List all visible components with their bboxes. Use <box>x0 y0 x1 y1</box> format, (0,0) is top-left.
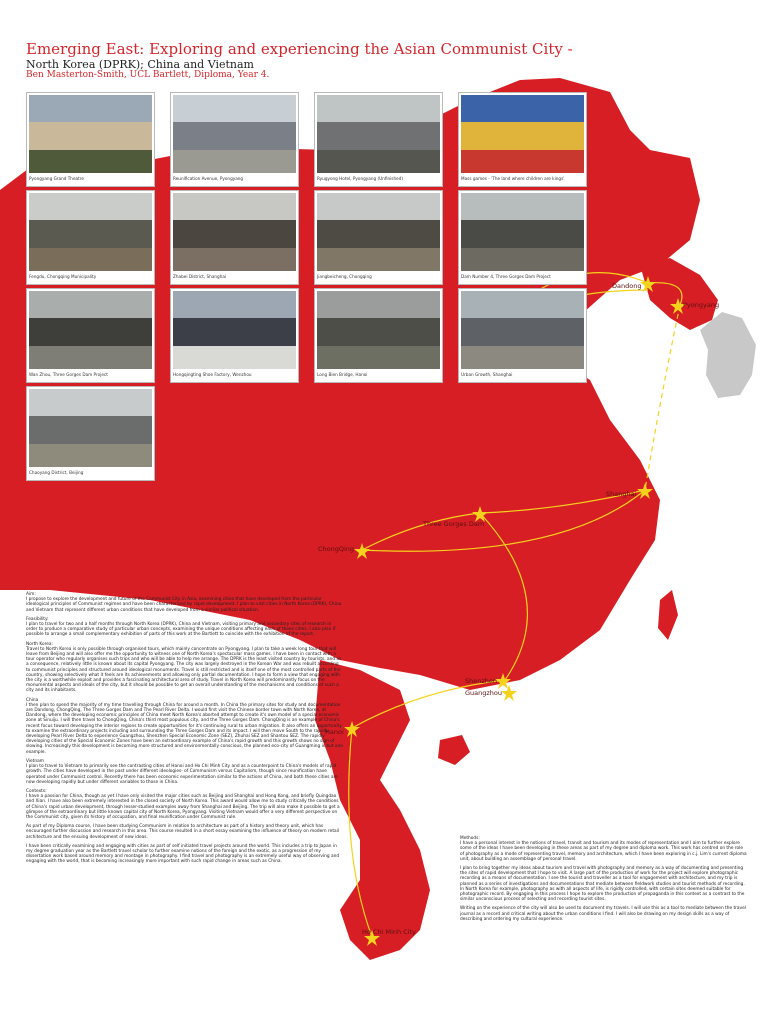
photo-band <box>461 346 584 369</box>
photo-caption: Zhabei District, Shanghai <box>173 274 227 279</box>
photo-caption: Long Bien Bridge, Hanoi <box>317 372 368 377</box>
methods-heading: Methods: <box>460 836 480 841</box>
photo-image <box>29 291 152 369</box>
photo-card <box>314 190 443 285</box>
photo-caption: Mass games - 'The land where children are kings' <box>461 176 565 181</box>
photo-card <box>170 190 299 285</box>
city-label-dandong: Dandong <box>612 282 642 290</box>
photo-band <box>461 318 584 345</box>
methods-body-1: I have a personal interest in the notions of travel, transit and tourism and its modes of representation and I aim to further explore some of the ideas I have been developing in these areas as part of my degree and diploma work. This work has centred on the role of photography as a mode of representing travel, memory and architecture, which I have been exploring in c.j. Lim's current diploma unit, about building an assemblage of personal travel. <box>460 841 747 862</box>
photo-caption: Pyongyang Grand Theatre <box>29 176 84 181</box>
methods-paragraph-2 <box>460 866 748 902</box>
route-dashed <box>645 305 680 490</box>
photo-caption: Fengdu, Chongqing Municipality <box>29 274 97 279</box>
photo-image <box>317 291 440 369</box>
page-subtitle: North Korea (DPRK); China and Vietnam <box>26 58 254 71</box>
photo-image <box>173 193 296 271</box>
star-guangzhou <box>501 685 517 701</box>
feasibility-section <box>26 617 344 638</box>
hainan-region <box>438 735 470 765</box>
feasibility-heading: Feasibility: <box>26 616 49 622</box>
china-heading: China <box>26 697 39 703</box>
aims-heading: Aim: <box>26 592 36 597</box>
photo-band <box>317 248 440 271</box>
photo-card <box>26 92 155 187</box>
china-section <box>26 698 344 755</box>
photo-band <box>317 346 440 369</box>
photo-card <box>170 92 299 187</box>
photo-card <box>170 288 299 383</box>
photo-band <box>173 248 296 271</box>
contexts-paragraph-3 <box>26 844 344 865</box>
photo-card <box>458 190 587 285</box>
contexts-body-3: I have been critically examining and engaging with cities as part of self initiated travel projects around the world. This includes a trip to Japan in my degree graduation year as the Bartlett travel scholar to further examine notions of the foreign and the exotic, as a progression of my dissertation work based around memory and montage in photography. I find travel and photography is an extremely useful way of observing and engaging with the world, that is becoming increasingly more important with such rapid change in areas such as China. <box>26 843 340 865</box>
photo-band <box>173 318 296 345</box>
photo-caption: Reunification Avenue, Pyongyang <box>173 176 244 181</box>
feasibility-body: I plan to travel for two and a half months through North Korea (DPRK), China and Vietnam, visiting primary and secondary sites of research in order to produce a comparative study of particular urban concepts, examining the unique conditions affecting each of these cities. I also plan if possible to arrange a small complementary exhibition of parts of this work at the Bartlett to coincide with the exhibition of the report. <box>26 622 336 638</box>
vietnam-section <box>26 759 344 785</box>
vietnam-heading: Vietnam <box>26 758 44 764</box>
photo-caption: Dam Number 4, Three Gorges Dam Project <box>461 274 551 279</box>
right-text-column <box>460 836 748 926</box>
photo-image <box>461 291 584 369</box>
city-label-shanghai: Shanghai <box>606 490 637 498</box>
photo-card <box>26 386 155 481</box>
photo-caption: Urban Growth, Shanghai <box>461 372 513 377</box>
methods-section <box>460 836 748 862</box>
photo-image <box>29 95 152 173</box>
photo-card <box>458 288 587 383</box>
photo-card <box>26 288 155 383</box>
north-korea-section <box>26 642 344 694</box>
photo-caption: Chaoyang District, Beijing <box>29 470 84 475</box>
contexts-heading: Contexts: <box>26 788 47 794</box>
photo-band <box>29 346 152 369</box>
photo-image <box>317 193 440 271</box>
photo-band <box>173 150 296 173</box>
photo-image <box>173 291 296 369</box>
china-body: I then plan to spend the majority of my time travelling through China for around a month. In China the primary sites for study and documentation are Dandong, ChongQing, The Three Gorges Dam and The Pearl River Delta. I would first visit the Chinese border town with North Korea, at Dandong, where the developing economic principles of China meet North Korea's aborted attempt to create it's own model of a special economic zone at Sinuiju. I will then travel to ChongQing, China's third most populous city, and the Three Gorges Dam. ChongQing is an example of China's recent focus toward developing the interior regions to create opportunities for it's continuing rural to urban migration. It also offers an opportunity to examine the extraordinary projects including and surrounding the Three Gorges Dam and its impact. I will then move South to the rapidly developing Pearl River Delta to experience Guangzhou, Shenzhen Special Economic Zone (SEZ), Zhuhai SEZ and Shantou SEZ. The rapidly developing cities of the Special Economic Zones have been an extraordinary example of China's rapid growth and this growth shows no sign of slowing. Increasingly this development is becoming more structured and environmentally conscious, the planned eco-city of Guangming is but one example. <box>26 702 343 755</box>
photo-band <box>461 248 584 271</box>
methods-body-3: Writing on the experience of the city will also be used to document my travels. I will use this as a tool to mediate between the travel journal as a record and critical writing about the urban conditions I find. I will also be drawing on my design skills as a way of describing and ordering my cultural experience. <box>460 906 746 922</box>
left-text-column <box>26 592 344 869</box>
photo-band <box>317 150 440 173</box>
contexts-section <box>26 789 344 820</box>
photo-band <box>317 318 440 345</box>
contexts-paragraph-2 <box>26 824 344 840</box>
photo-band <box>173 122 296 149</box>
city-label-chongqing: ChongQing <box>318 545 355 553</box>
north-korea-body: Travel to North Korea is only possible through organised tours, which mainly concentrate on Pyongyang. I plan to take a week long tour that will leave from Beijing and will also offer me the opportunity to witness one of North Korea's spectacular mass games. I have been in contact with a tour operator who regularly organises such trips and who will be able to help me arrange. The DPRK is the least visited country by tourists, and as a consequence, relatively little is known about its capital Pyongyang. The city was largely destroyed in the Korean War and was rebuilt according to communist principles and structured around ideological monuments. Travel is still restricted and is itself one of the most controlled parts of the country, showing selectively what it feels are its achievements and allowing only partial documentation. I hope to form a view that engaging with the city is a worthwhile exploit and provides a fascinating architectural area of study. Travel in North Korea will predominantly focus on the monumental aspects and ideals of the city, but it should be possible to get an overall understanding of the mechanisms and conditions of such a city and its inhabitants. <box>26 646 342 694</box>
photo-band <box>29 150 152 173</box>
photo-band <box>29 416 152 443</box>
page-title: Emerging East: Exploring and experiencing the Asian Communist City - <box>26 40 573 58</box>
photo-band <box>173 346 296 369</box>
photo-band <box>317 220 440 247</box>
photo-image <box>461 193 584 271</box>
taiwan-region <box>658 590 678 640</box>
photo-card <box>26 190 155 285</box>
photo-image <box>173 95 296 173</box>
aims-section <box>26 592 344 613</box>
contexts-body-1: I have a passion for China, though as yet I have only visited the major cities such as Beijing and Shanghai and Hong Kong, and briefly Quingdao and Xian. I have also been extremely interested in the closed society of North Korea. This award would allow me to study critically the conditions of China's rapid urban development, through lesser-studied examples away from Shanghai and Beijing. The trip will also make it possible to get a glimpse of the extraordinary but little known capital city of North Korea, Pyongyang. Visiting Vietnam would offer a very different perspective on the Communist city, given its history of occupation, and final reunification under Communist rule. <box>26 794 340 820</box>
photo-band <box>29 318 152 345</box>
photo-band <box>461 220 584 247</box>
methods-paragraph-3 <box>460 906 748 922</box>
aims-body: I propose to explore the development and future of the Communist City in Asia, examining cities that have developed from the particular ideological principles of Communist regimes and have been characterised by rapid development. I plan to visit cities in North Korea (DPRK), China and Vietnam that represent different urban conditions that have developed from a similar political situation. <box>26 597 342 613</box>
photo-band <box>173 220 296 247</box>
photo-band <box>29 248 152 271</box>
north-korea-heading: North Korea: <box>26 641 54 647</box>
photo-image <box>317 95 440 173</box>
vietnam-body: I plan to travel to Vietnam to primarily see the contrasting cities of Hanoi and Ho Chi Minh City and as a counterpoint to China's models of rapid growth. The cities have developed in the past under different ideologies- of Communism versus Capitalism, though since reunification have operated under Communist control. Recently there has been economic experimentation similar to the actions of China, and both these cities are now developing rapidly but under different variables to those in China. <box>26 764 338 785</box>
photo-band <box>317 122 440 149</box>
photo-caption: Jiangbeicheng, Chongqing <box>317 274 372 279</box>
methods-body-2: I plan to bring together my ideas about tourism and travel with photography and memory as a way of documenting and presenting the sites of rapid development that I hope to visit. A large part of the production of work for the project will explore photographic recording as a means of documentation. I see the tourist and traveller as a tool for engagement with architecture, and my trip is planned as a series of investigations and documentations that mediate between fieldwork studies and tourist methods of recording. In North Korea for example, photography as with all aspects of life, is rigidly controlled, with certain sites deemed suitable for photographic record. By engaging in this process I hope to explore the production of propaganda in this context as a contrast to the similar unconscious process of selecting and recording tourist sites. <box>460 866 745 903</box>
city-label-hanoi: Hanoi <box>325 728 344 736</box>
city-label-pyongyang: Pyongyang <box>683 301 720 309</box>
photo-band <box>461 122 584 149</box>
photo-band <box>29 220 152 247</box>
photo-band <box>29 444 152 467</box>
photo-band <box>461 150 584 173</box>
photo-card <box>314 288 443 383</box>
photo-card <box>314 92 443 187</box>
photo-caption: Wan Zhou, Three Gorges Dam Project <box>29 372 108 377</box>
photo-image <box>29 389 152 467</box>
south-korea-region <box>700 312 756 398</box>
photo-caption: Hongqingting Shoe Factory, Wenzhou <box>173 372 252 377</box>
photo-image <box>29 193 152 271</box>
contexts-body-2: As part of my Diploma course, I have been studying Communism in relation to architecture as part of a history and theory unit, which has encouraged further discussion and research in this area. This course resulted in a short essay examining the influence of theory on modern retail architecture and the ensuing development of new ideas. <box>26 824 340 840</box>
city-label-guangzhou: Guangzhou <box>465 689 503 697</box>
photo-card <box>458 92 587 187</box>
photo-band <box>29 122 152 149</box>
city-label-ho-chi-minh-city: Ho Chi Minh City <box>362 928 416 936</box>
city-label-shenzhen: Shenzhen <box>465 677 498 685</box>
photo-image <box>461 95 584 173</box>
city-label-three-gorges-dam: Three Gorges Dam <box>423 520 485 528</box>
author-line: Ben Masterton-Smith, UCL Bartlett, Diploma, Year 4. <box>26 70 270 80</box>
photo-caption: Ryugyong Hotel, Pyongyang (Unfinished) <box>317 176 403 181</box>
north-korea-region <box>640 258 718 330</box>
